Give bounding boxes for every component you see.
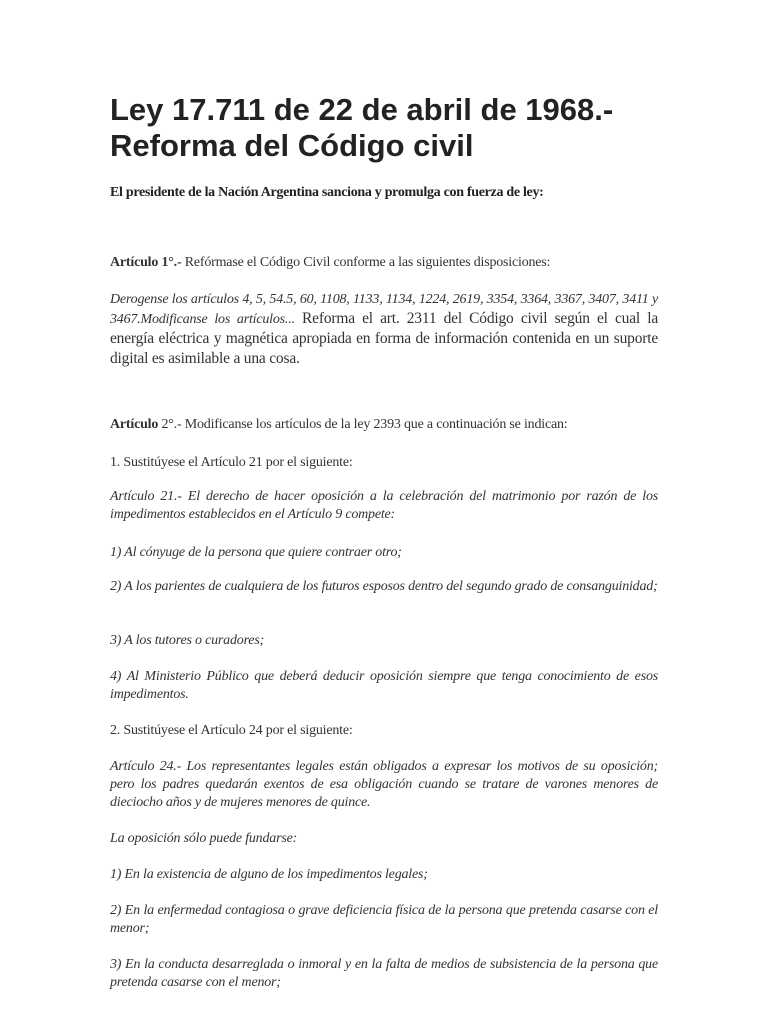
- article-1-label: Artículo 1°.-: [110, 255, 182, 270]
- article-2-text: 2°.- Modificanse los artículos de la ley 2393 que a continuación se indican:: [158, 417, 568, 432]
- opposition-item-3: 3) En la conducta desarreglada o inmoral y en la falta de medios de subsistencia de la persona que pretenda casarse con el menor;: [110, 957, 658, 990]
- substitution-2: 2. Sustitúyese el Artículo 24 por el siguiente:: [110, 723, 353, 738]
- derogation-normal: Reforma el art. 2311 del Código civil según el cual la energía eléctrica y magnética apropiada en forma de información contenida en un suporte digital es asimilable a una cosa.: [110, 310, 658, 367]
- substitution-1: 1. Sustitúyese el Artículo 21 por el siguiente:: [110, 455, 353, 470]
- opposition-item-2: 2) En la enfermedad contagiosa o grave deficiencia física de la persona que pretenda casarse con el menor;: [110, 903, 658, 936]
- title-line-2: Reforma del Código civil: [110, 128, 474, 163]
- opposition-intro: La oposición sólo puede fundarse:: [110, 831, 298, 846]
- article-21-text: Artículo 21.- El derecho de hacer oposición a la celebración del matrimonio por razón de los impedimentos establecidos en el Artículo 9 compete:: [110, 489, 658, 522]
- article-21-item-2: 2) A los parientes de cualquiera de los futuros esposos dentro del segundo grado de consanguinidad;: [110, 579, 658, 594]
- article-1: [110, 254, 658, 272]
- article-2: [110, 416, 658, 434]
- article-1-text: Refórmase el Código Civil conforme a las siguientes disposiciones:: [181, 255, 551, 270]
- enactment-clause: El presidente de la Nación Argentina sanciona y promulga con fuerza de ley:: [110, 185, 544, 200]
- article-21-item-3: 3) A los tutores o curadores;: [110, 633, 265, 648]
- article-2-label: Artículo: [110, 417, 159, 432]
- document-title: [110, 92, 670, 164]
- derogation-paragraph: [110, 290, 658, 369]
- opposition-item-1: 1) En la existencia de alguno de los impedimentos legales;: [110, 867, 428, 882]
- derogation-dots: ...: [284, 312, 295, 327]
- derogation-italic: Derogense los artículos 4, 5, 54.5, 60, 1108, 1133, 1134, 1224, 2619, 3354, 3364, 3367, 3407, 3411 y 3467.Modificanse los artículos: [110, 292, 658, 327]
- article-24-text: Artículo 24.- Los representantes legales están obligados a expresar los motivos de su oposición; pero los padres quedarán exentos de esa obligación cuando se tratare de varones menores de dieciocho años y de mujeres menores de quince.: [110, 759, 658, 810]
- title-line-1: Ley 17.711 de 22 de abril de 1968.-: [110, 92, 614, 127]
- article-21-item-1: 1) Al cónyuge de la persona que quiere contraer otro;: [110, 545, 402, 560]
- article-21-item-4: 4) Al Ministerio Público que deberá deducir oposición siempre que tenga conocimiento de esos impedimentos.: [110, 669, 658, 702]
